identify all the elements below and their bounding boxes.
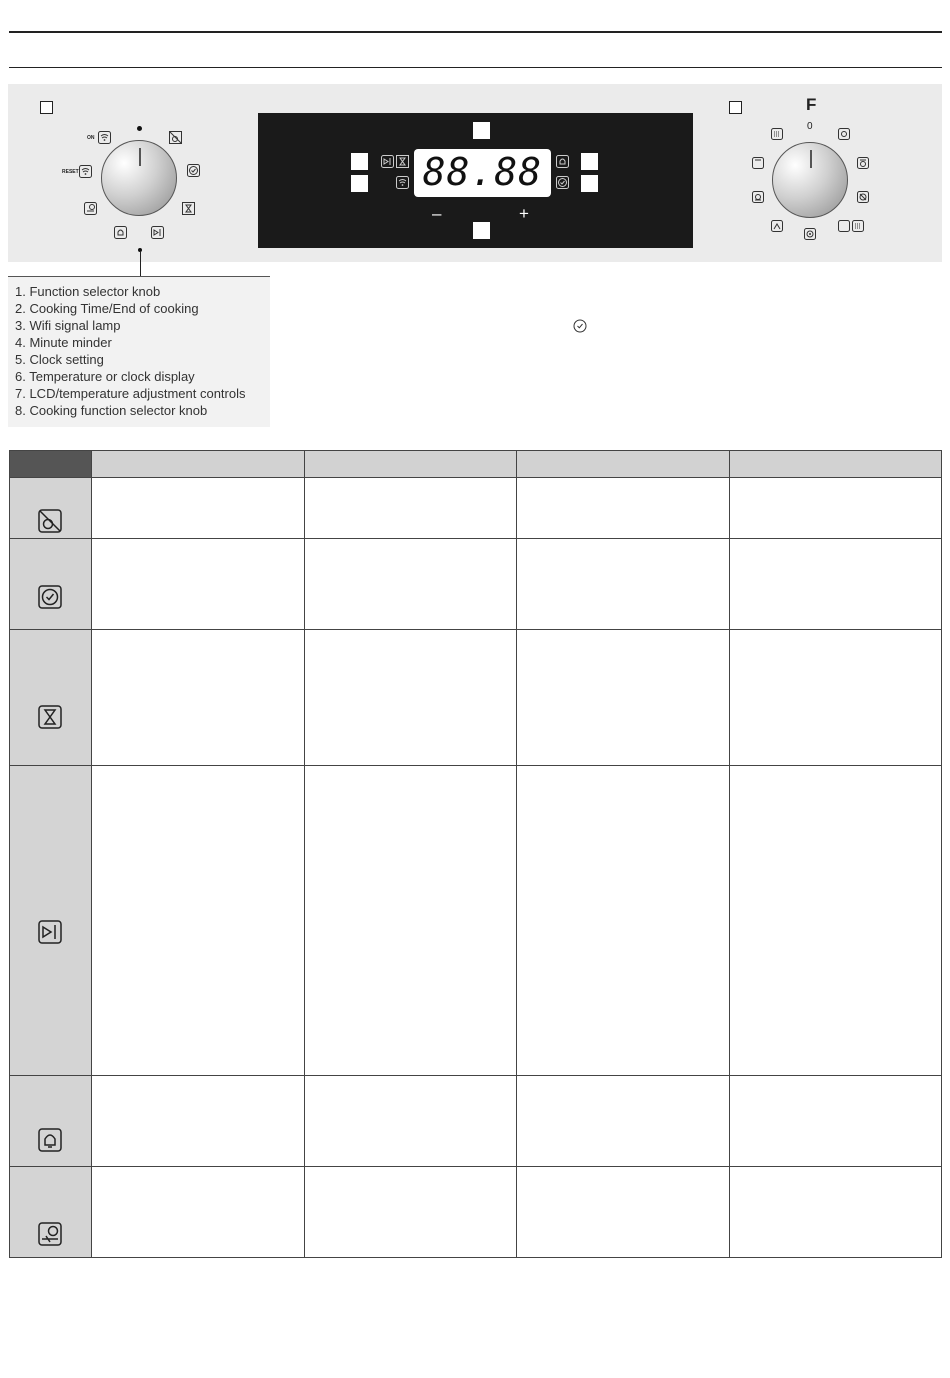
callout-box-bottom (473, 222, 490, 239)
legend-item: 5. Clock setting (15, 352, 104, 367)
clock-icon[interactable] (556, 176, 569, 189)
minus-button[interactable]: – (432, 204, 442, 223)
vacation-icon (38, 1222, 62, 1251)
row-divider (10, 765, 941, 766)
second-rule (9, 67, 942, 68)
cooking-function-knob[interactable] (772, 142, 848, 218)
plus-button[interactable]: + (519, 204, 529, 223)
double-grill-icon (838, 220, 865, 232)
row-divider (10, 538, 941, 539)
legend-item: 2. Cooking Time/End of cooking (15, 301, 199, 316)
column-divider (304, 451, 305, 1257)
column-divider (516, 451, 517, 1257)
table-row (10, 766, 91, 1075)
table-row (10, 478, 91, 538)
reset-label: RESET (62, 169, 79, 175)
table-row (10, 630, 91, 765)
column-divider (729, 451, 730, 1257)
column-divider (91, 451, 92, 1257)
bell-icon (114, 226, 127, 239)
top-heat-icon (752, 157, 764, 169)
callout-box-right-bottom (581, 175, 598, 192)
table-row (10, 1167, 91, 1257)
grill-icon (771, 128, 783, 140)
end-arrow-icon (151, 226, 164, 239)
lcd-value: 88.88 (422, 150, 543, 194)
callout-box-top (473, 122, 490, 139)
legend-item: 4. Minute minder (15, 335, 112, 350)
end-arrow-icon (38, 920, 62, 949)
end-arrow-icon[interactable] (381, 155, 394, 168)
row-divider (10, 1075, 941, 1076)
light-icon (838, 128, 850, 140)
clock-icon (187, 164, 200, 177)
knob-top-dot (137, 126, 142, 131)
fan-grill-icon (857, 157, 869, 169)
bell-icon[interactable] (556, 155, 569, 168)
clock-icon (573, 319, 587, 333)
function-selector-knob[interactable] (101, 140, 177, 216)
hourglass-icon[interactable] (396, 155, 409, 168)
wifi-icon (79, 165, 92, 178)
fan-off-icon (169, 131, 182, 144)
callout-box-8 (729, 101, 742, 114)
zero-label: 0 (807, 121, 813, 132)
hourglass-icon (182, 202, 195, 215)
bottom-heat-icon (752, 191, 764, 203)
table-header-icon-col (10, 451, 91, 477)
function-table (9, 450, 942, 1258)
clock-icon (38, 585, 62, 614)
eco-icon (804, 228, 816, 240)
legend-item: 6. Temperature or clock display (15, 369, 195, 384)
legend-item: 3. Wifi signal lamp (15, 318, 121, 333)
wifi-icon (98, 131, 111, 144)
lcd-display (414, 149, 551, 197)
wifi-icon (396, 176, 409, 189)
top-rule (9, 31, 942, 33)
legend-item: 8. Cooking function selector knob (15, 403, 208, 418)
table-header (10, 451, 941, 478)
table-row (10, 1076, 91, 1166)
table-row (10, 539, 91, 629)
fan-off-icon (38, 509, 62, 538)
row-divider (10, 1166, 941, 1167)
callout-box-right-top (581, 153, 598, 170)
callout-box-left-top (351, 153, 368, 170)
vacation-icon (84, 202, 97, 215)
fan-icon (857, 191, 869, 203)
bell-icon (38, 1128, 62, 1157)
defrost-icon (771, 220, 783, 232)
on-label: ON (87, 135, 95, 141)
callout-box-1 (40, 101, 53, 114)
legend-item: 1. Function selector knob (15, 284, 161, 299)
legend-box (8, 276, 270, 427)
hourglass-icon (38, 705, 62, 734)
callout-box-left-bottom (351, 175, 368, 192)
legend-item: 7. LCD/temperature adjustment controls (15, 386, 246, 401)
legend-leader-line (140, 252, 141, 276)
f-label: F (806, 95, 817, 114)
row-divider (10, 629, 941, 630)
